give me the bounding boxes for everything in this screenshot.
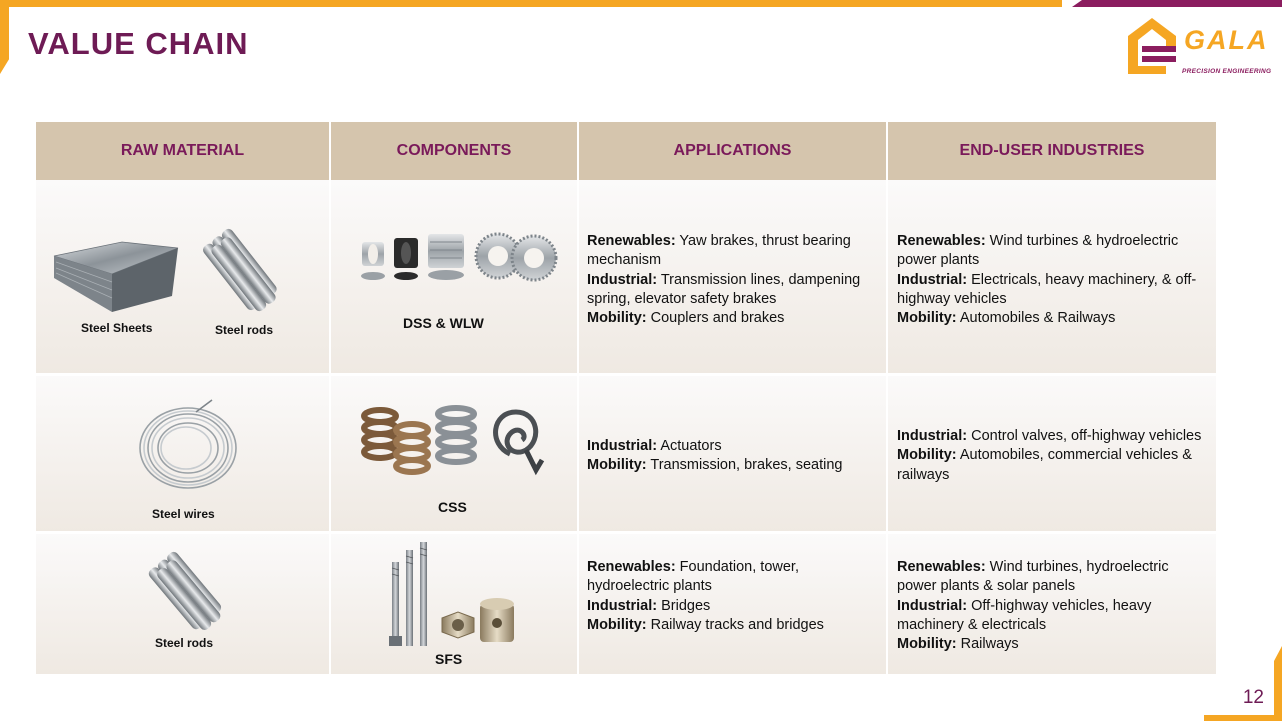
column-divider <box>577 122 579 674</box>
industries-line: Industrial: Control valves, off-highway vehicles <box>897 428 1202 444</box>
applications-cell <box>587 437 877 476</box>
industries-cell <box>897 427 1209 485</box>
header-raw-material: RAW MATERIAL <box>36 122 329 180</box>
css-springs-image <box>360 404 546 484</box>
raw-material-label: Steel wires <box>152 507 215 521</box>
raw-material-label: Steel rods <box>215 323 274 337</box>
applications-cell <box>587 232 877 328</box>
row-divider <box>36 373 1216 376</box>
logo-mark-icon <box>1120 16 1184 78</box>
raw-material-label: Steel rods <box>155 636 214 650</box>
column-divider <box>886 122 888 674</box>
bottom-accent-bar <box>1204 715 1282 721</box>
row-divider <box>36 531 1216 534</box>
header-end-user-industries: END-USER INDUSTRIES <box>888 122 1216 180</box>
page-number: 12 <box>1242 687 1264 708</box>
industries-cell <box>897 232 1209 328</box>
column-divider <box>329 122 331 674</box>
left-accent <box>0 0 9 74</box>
industries-line: Mobility: Automobiles & Railways <box>897 310 1116 327</box>
steel-wires-image <box>136 400 240 490</box>
industries-line: Industrial: Off-highway vehicles, heavy machinery & electricals <box>897 597 1152 633</box>
company-logo <box>1120 16 1270 80</box>
steel-rods-image <box>144 550 232 626</box>
logo-tagline: PRECISION ENGINEERING <box>1182 68 1272 75</box>
header-applications: APPLICATIONS <box>579 122 886 180</box>
component-label: SFS <box>435 651 463 667</box>
page-title: VALUE CHAIN <box>28 26 249 61</box>
steel-sheets-image <box>52 240 180 320</box>
corner-accent <box>1274 646 1282 721</box>
value-chain-table <box>36 122 1216 674</box>
steel-rods-image <box>204 226 286 310</box>
top-accent-bar <box>0 0 1062 7</box>
industries-line: Mobility: Railways <box>897 636 1019 653</box>
component-label: DSS & WLW <box>403 315 484 331</box>
logo-name: GALA <box>1184 25 1269 55</box>
raw-material-label: Steel Sheets <box>81 321 153 335</box>
applications-line: Mobility: Railway tracks and bridges <box>587 616 824 633</box>
applications-line: Industrial: Bridges <box>587 597 711 614</box>
applications-line: Mobility: Transmission, brakes, seating <box>587 457 843 474</box>
applications-line: Industrial: Transmission lines, dampening spring, elevator safety brakes <box>587 271 861 307</box>
component-label: CSS <box>438 499 467 515</box>
applications-line: Mobility: Couplers and brakes <box>587 310 785 327</box>
industries-cell <box>897 558 1209 654</box>
top-accent-bar-purple <box>1072 0 1282 7</box>
applications-line: Renewables: Foundation, tower, hydroelectric plants <box>587 559 799 595</box>
industries-line: Mobility: Automobiles, commercial vehicles & railways <box>897 447 1192 483</box>
industries-line: Industrial: Electricals, heavy machinery, & off-highway vehicles <box>897 271 1197 307</box>
applications-line: Renewables: Yaw brakes, thrust bearing mechanism <box>587 233 851 269</box>
industries-line: Renewables: Wind turbines, hydroelectric power plants & solar panels <box>897 559 1169 595</box>
header-components: COMPONENTS <box>331 122 577 180</box>
applications-line: Industrial: Actuators <box>587 438 722 454</box>
applications-cell <box>587 558 877 635</box>
dss-wlw-washers-image <box>358 230 558 286</box>
industries-line: Renewables: Wind turbines & hydroelectric power plants <box>897 233 1179 269</box>
sfs-fasteners-image <box>386 542 536 648</box>
